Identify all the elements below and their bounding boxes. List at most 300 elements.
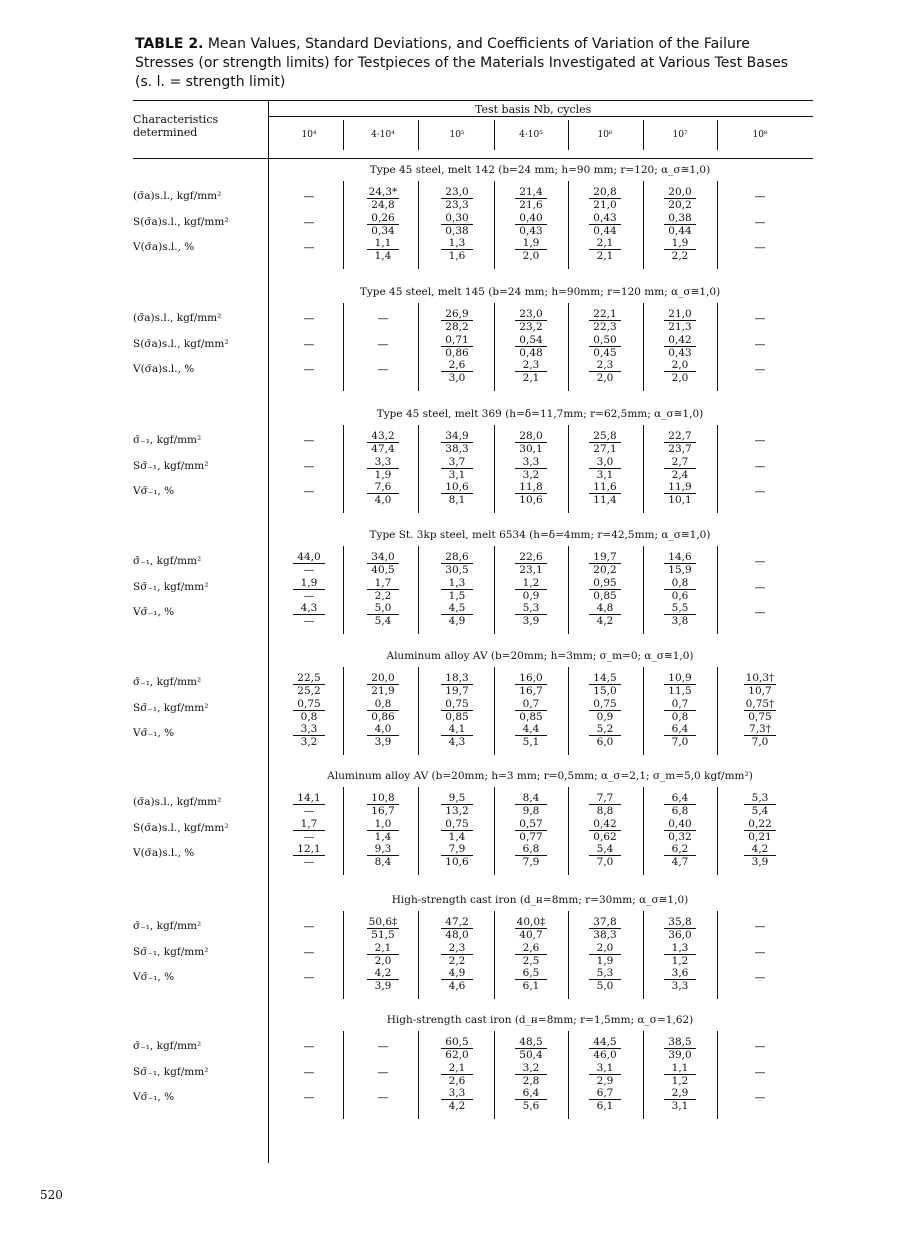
empty-cell-dash: — — [303, 971, 315, 984]
cell-top-value: 12,1 — [293, 843, 325, 856]
cell-bottom-value: 0,45 — [593, 347, 617, 359]
row-label: V(σ̄a)s.l., % — [133, 363, 195, 375]
cell-bottom-value: 40,7 — [519, 929, 543, 941]
cell-bottom-value: 2,0 — [671, 372, 689, 384]
value-cell — [281, 843, 337, 868]
cell-bottom-value: 0,77 — [519, 831, 543, 843]
value-cell — [577, 818, 633, 843]
value-cell — [355, 843, 411, 868]
cell-bottom-value: 9,8 — [522, 805, 540, 817]
empty-cell-dash: — — [303, 216, 315, 229]
cell-top-value: 2,0 — [664, 359, 696, 372]
cell-top-value: 3,3 — [367, 456, 399, 469]
cell-top-value: 2,9 — [664, 1087, 696, 1100]
cell-top-value: 24,3* — [368, 186, 398, 198]
cell-top-value: 5,3 — [515, 602, 547, 615]
value-cell — [503, 723, 559, 748]
cell-bottom-value: 3,9 — [751, 856, 769, 868]
cell-bottom-value: 1,4 — [374, 831, 392, 843]
cell-bottom-value: 5,0 — [596, 980, 614, 992]
cell-top-value: 10,9 — [664, 672, 696, 685]
cell-top-value: 4,0 — [367, 723, 399, 736]
table-label: TABLE 2. — [135, 36, 204, 52]
cell-bottom-value: 38,3 — [445, 443, 469, 455]
cell-bottom-value: 10,6 — [519, 494, 543, 506]
empty-cell-dash: — — [754, 606, 766, 619]
column-separator — [418, 303, 419, 391]
cell-bottom-value: 40,5 — [371, 564, 395, 576]
cell-bottom-value: 0,34 — [371, 225, 395, 237]
column-separator — [494, 546, 495, 634]
value-cell — [577, 430, 633, 455]
value-cell — [281, 698, 337, 723]
table-caption-text: Mean Values, Standard Deviations, and Coefficients of Variation of the Failure Stresses (or strength limits) for Testpieces of the Materials Investigated at Various Test Bases (s. l. = strength limit) — [135, 36, 789, 90]
row-label: Sσ̄₋₁, kgf/mm² — [133, 702, 209, 714]
cell-top-value: 19,7 — [589, 551, 621, 564]
cell-top-value: 6,8 — [515, 843, 547, 856]
value-cell — [577, 916, 633, 941]
section-title: Type St. 3kp steel, melt 6534 (h=δ=4mm; r=42,5mm; α_σ≅1,0) — [369, 529, 711, 541]
row-label: Sσ̄₋₁, kgf/mm² — [133, 460, 209, 472]
cell-top-value: 20,0 — [367, 672, 399, 685]
value-cell — [429, 212, 485, 237]
cell-top-value: 10,8 — [367, 792, 399, 805]
value-cell — [732, 792, 788, 817]
cell-top-value: 1,1 — [664, 1062, 696, 1075]
value-cell — [652, 1036, 708, 1061]
cell-top-value: 23,0 — [441, 186, 473, 199]
column-separator — [568, 303, 569, 391]
cell-top-value: 0,95 — [589, 577, 621, 590]
value-cell — [429, 942, 485, 967]
value-cell — [577, 698, 633, 723]
value-cell — [429, 723, 485, 748]
cell-bottom-value: 3,8 — [671, 615, 689, 627]
header-column-separator — [343, 120, 344, 150]
cell-bottom-value: 27,1 — [593, 443, 617, 455]
column-header: 10⁷ — [672, 130, 688, 140]
value-cell — [429, 359, 485, 384]
cell-bottom-value: 38,3 — [593, 929, 617, 941]
cell-top-value: 0,38 — [664, 212, 696, 225]
value-cell — [355, 577, 411, 602]
cell-top-value: 7,6 — [367, 481, 399, 494]
cell-top-value: 3,3 — [293, 723, 325, 736]
column-separator — [343, 546, 344, 634]
cell-top-value: 11,9 — [664, 481, 696, 494]
value-cell — [355, 792, 411, 817]
value-cell — [577, 577, 633, 602]
cell-bottom-value: 13,2 — [445, 805, 469, 817]
row-label: Sσ̄₋₁, kgf/mm² — [133, 1066, 209, 1078]
column-separator — [643, 787, 644, 875]
cell-top-value: 23,0 — [515, 308, 547, 321]
value-cell — [281, 672, 337, 697]
cell-top-value: 0,22 — [744, 818, 776, 831]
cell-bottom-value: 0,75 — [748, 711, 772, 723]
cell-bottom-value: 1,2 — [671, 955, 689, 967]
cell-bottom-value: 4,6 — [448, 980, 466, 992]
cell-bottom-value: 11,5 — [668, 685, 692, 697]
empty-cell-dash: — — [303, 241, 315, 254]
value-cell — [355, 237, 411, 262]
cell-bottom-value: 0,9 — [596, 711, 614, 723]
value-cell — [355, 186, 411, 211]
cell-top-value: 0,7 — [515, 698, 547, 711]
empty-cell-dash: — — [754, 555, 766, 568]
cell-bottom-value: 7,0 — [751, 736, 769, 748]
empty-cell-dash: — — [303, 920, 315, 933]
value-cell — [503, 1087, 559, 1112]
cell-top-value: 14,5 — [589, 672, 621, 685]
value-cell — [429, 456, 485, 481]
value-cell — [577, 212, 633, 237]
column-separator — [643, 425, 644, 513]
value-cell — [503, 359, 559, 384]
value-cell — [577, 551, 633, 576]
cell-bottom-value: 2,2 — [448, 955, 466, 967]
section-title: Type 45 steel, melt 369 (h=δ=11,7mm; r=62,5mm; α_σ≅1,0) — [376, 408, 704, 420]
column-header: 10⁴ — [301, 130, 317, 140]
empty-cell-dash: — — [754, 460, 766, 473]
value-cell — [577, 602, 633, 627]
value-cell — [652, 818, 708, 843]
empty-cell-dash: — — [754, 946, 766, 959]
top-rule — [133, 100, 813, 101]
empty-cell-dash: — — [377, 1091, 389, 1104]
value-cell — [732, 843, 788, 868]
cell-bottom-value: — — [303, 805, 315, 817]
cell-top-value: 16,0 — [515, 672, 547, 685]
cell-top-value: 2,0 — [589, 942, 621, 955]
cell-bottom-value: 23,7 — [668, 443, 692, 455]
value-cell — [355, 551, 411, 576]
cell-bottom-value: 36,0 — [668, 929, 692, 941]
empty-cell-dash: — — [303, 312, 315, 325]
cell-bottom-value: 6,0 — [596, 736, 614, 748]
row-label: (σ̄a)s.l., kgf/mm² — [133, 796, 222, 808]
cell-top-value: 0,57 — [515, 818, 547, 831]
cell-bottom-value: 2,0 — [522, 250, 540, 262]
cell-bottom-value: 4,2 — [596, 615, 614, 627]
cell-top-value: 9,5 — [441, 792, 473, 805]
value-cell — [429, 818, 485, 843]
cell-top-value: 6,4 — [664, 723, 696, 736]
test-basis-header: Test basis Nb, cycles — [475, 103, 592, 116]
value-cell — [355, 602, 411, 627]
value-cell — [503, 602, 559, 627]
cell-bottom-value: 0,38 — [445, 225, 469, 237]
cell-bottom-value: 50,4 — [519, 1049, 543, 1061]
value-cell — [577, 843, 633, 868]
column-separator — [643, 1031, 644, 1119]
cell-bottom-value: 0,86 — [371, 711, 395, 723]
cell-bottom-value: 3,2 — [300, 736, 318, 748]
value-cell — [503, 551, 559, 576]
value-cell — [355, 672, 411, 697]
column-separator — [343, 667, 344, 755]
cell-top-value: 18,3 — [441, 672, 473, 685]
value-cell — [652, 602, 708, 627]
cell-bottom-value: 3,9 — [374, 736, 392, 748]
cell-bottom-value: 23,3 — [445, 199, 469, 211]
column-separator — [717, 667, 718, 755]
cell-top-value: 2,1 — [367, 942, 399, 955]
empty-cell-dash: — — [754, 1091, 766, 1104]
cell-top-value: 14,1 — [293, 792, 325, 805]
value-cell — [355, 430, 411, 455]
cell-top-value: 28,0 — [515, 430, 547, 443]
value-cell — [503, 818, 559, 843]
cell-top-value: 1,9 — [515, 237, 547, 250]
cell-top-value: 4,5 — [441, 602, 473, 615]
cell-bottom-value: 25,2 — [297, 685, 321, 697]
empty-cell-dash: — — [303, 190, 315, 203]
cell-bottom-value: 6,1 — [522, 980, 540, 992]
cell-bottom-value: 24,8 — [371, 199, 395, 211]
cell-top-value: 4,2 — [744, 843, 776, 856]
empty-cell-dash: — — [754, 485, 766, 498]
empty-cell-dash: — — [377, 1066, 389, 1079]
empty-cell-dash: — — [754, 920, 766, 933]
column-separator — [568, 667, 569, 755]
value-cell — [652, 212, 708, 237]
value-cell — [652, 577, 708, 602]
header-subrule — [268, 116, 813, 117]
column-separator — [643, 181, 644, 269]
cell-top-value: 0,75 — [293, 698, 325, 711]
stub-divider — [268, 101, 269, 1163]
cell-top-value: 37,8 — [589, 916, 621, 929]
cell-top-value: 4,8 — [589, 602, 621, 615]
cell-top-value: 3,0 — [589, 456, 621, 469]
value-cell — [652, 308, 708, 333]
empty-cell-dash: — — [303, 1040, 315, 1053]
column-separator — [343, 787, 344, 875]
column-separator — [418, 181, 419, 269]
empty-cell-dash: — — [754, 241, 766, 254]
cell-top-value: 0,26 — [367, 212, 399, 225]
column-separator — [717, 546, 718, 634]
empty-cell-dash: — — [303, 1091, 315, 1104]
cell-bottom-value: 4,9 — [448, 615, 466, 627]
cell-bottom-value: 0,43 — [519, 225, 543, 237]
column-separator — [343, 303, 344, 391]
section-title: High-strength cast iron (d_н=8mm; r=1,5mm; α_σ=1,62) — [386, 1014, 694, 1026]
cell-bottom-value: 1,9 — [596, 955, 614, 967]
cell-top-value: 6,4 — [664, 792, 696, 805]
cell-top-value: 21,4 — [515, 186, 547, 199]
value-cell — [577, 186, 633, 211]
empty-cell-dash: — — [754, 1040, 766, 1053]
value-cell — [429, 672, 485, 697]
cell-top-value: 48,5 — [515, 1036, 547, 1049]
cell-bottom-value: 2,2 — [671, 250, 689, 262]
value-cell — [503, 1062, 559, 1087]
cell-bottom-value: 6,8 — [671, 805, 689, 817]
cell-bottom-value: 0,21 — [748, 831, 772, 843]
value-cell — [281, 602, 337, 627]
cell-top-value: 8,4 — [515, 792, 547, 805]
value-cell — [577, 359, 633, 384]
cell-bottom-value: 4,7 — [671, 856, 689, 868]
cell-top-value: 7,3† — [744, 723, 776, 736]
empty-cell-dash: — — [754, 434, 766, 447]
value-cell — [577, 308, 633, 333]
column-separator — [494, 667, 495, 755]
value-cell — [503, 577, 559, 602]
cell-top-value: 0,30 — [441, 212, 473, 225]
cell-top-value: 0,8 — [367, 698, 399, 711]
empty-cell-dash: — — [303, 338, 315, 351]
cell-bottom-value: 1,4 — [448, 831, 466, 843]
value-cell — [355, 916, 411, 941]
column-separator — [418, 546, 419, 634]
value-cell — [429, 308, 485, 333]
cell-top-value: 38,5 — [664, 1036, 696, 1049]
cell-bottom-value: 5,4 — [751, 805, 769, 817]
section-title: High-strength cast iron (d_н=8mm; r=30mm; α_σ≅1,0) — [391, 894, 689, 906]
value-cell — [355, 967, 411, 992]
value-cell — [652, 967, 708, 992]
cell-bottom-value: 0,85 — [593, 590, 617, 602]
cell-top-value: 7,9 — [441, 843, 473, 856]
section-title: Aluminum alloy AV (b=20mm; h=3 mm; r=0,5mm; α_σ=2,1; σ_m=5,0 kgf/mm²) — [327, 770, 753, 782]
cell-top-value: 1,3 — [664, 942, 696, 955]
value-cell — [652, 334, 708, 359]
value-cell — [577, 1062, 633, 1087]
cell-top-value: 44,0 — [293, 551, 325, 564]
cell-bottom-value: 1,6 — [448, 250, 466, 262]
empty-cell-dash: — — [303, 363, 315, 376]
column-separator — [343, 425, 344, 513]
value-cell — [652, 942, 708, 967]
column-separator — [717, 911, 718, 999]
column-separator — [643, 303, 644, 391]
column-separator — [568, 787, 569, 875]
cell-bottom-value: 1,2 — [671, 1075, 689, 1087]
column-header: 10⁶ — [597, 130, 613, 140]
value-cell — [355, 942, 411, 967]
row-label: Vσ̄₋₁, % — [133, 727, 175, 739]
value-cell — [652, 430, 708, 455]
cell-top-value: 34,9 — [441, 430, 473, 443]
value-cell — [281, 551, 337, 576]
column-separator — [494, 303, 495, 391]
empty-cell-dash: — — [754, 190, 766, 203]
cell-bottom-value: 21,0 — [593, 199, 617, 211]
row-label: S(σ̄a)s.l., kgf/mm² — [133, 216, 229, 228]
value-cell — [429, 916, 485, 941]
column-separator — [494, 1031, 495, 1119]
cell-bottom-value: 3,0 — [448, 372, 466, 384]
value-cell — [652, 698, 708, 723]
column-header: 10⁸ — [752, 130, 768, 140]
cell-top-value: 0,8 — [664, 577, 696, 590]
empty-cell-dash: — — [303, 485, 315, 498]
cell-bottom-value: 21,9 — [371, 685, 395, 697]
cell-top-value: 22,7 — [664, 430, 696, 443]
column-separator — [717, 787, 718, 875]
cell-top-value: 5,0 — [367, 602, 399, 615]
value-cell — [429, 577, 485, 602]
cell-top-value: 3,3 — [515, 456, 547, 469]
cell-top-value: 1,7 — [367, 577, 399, 590]
header-bottom-rule — [133, 158, 813, 159]
column-separator — [568, 425, 569, 513]
cell-bottom-value: 10,1 — [668, 494, 692, 506]
column-header: 4·10⁴ — [371, 130, 395, 140]
empty-cell-dash: — — [754, 971, 766, 984]
value-cell — [429, 1036, 485, 1061]
value-cell — [355, 212, 411, 237]
cell-bottom-value: 0,48 — [519, 347, 543, 359]
value-cell — [577, 1036, 633, 1061]
header-column-separator — [494, 120, 495, 150]
cell-bottom-value: 62,0 — [445, 1049, 469, 1061]
value-cell — [652, 792, 708, 817]
cell-top-value: 1,7 — [293, 818, 325, 831]
cell-top-value: 40,0‡ — [516, 916, 546, 928]
row-label: Vσ̄₋₁, % — [133, 1091, 175, 1103]
cell-bottom-value: 20,2 — [668, 199, 692, 211]
row-label: Sσ̄₋₁, kgf/mm² — [133, 946, 209, 958]
value-cell — [429, 334, 485, 359]
cell-bottom-value: 16,7 — [371, 805, 395, 817]
column-separator — [418, 787, 419, 875]
value-cell — [503, 698, 559, 723]
cell-bottom-value: 4,2 — [448, 1100, 466, 1112]
value-cell — [577, 237, 633, 262]
value-cell — [652, 456, 708, 481]
value-cell — [652, 237, 708, 262]
cell-bottom-value: 15,0 — [593, 685, 617, 697]
cell-bottom-value: 0,44 — [668, 225, 692, 237]
cell-top-value: 0,75 — [589, 698, 621, 711]
value-cell — [429, 602, 485, 627]
cell-bottom-value: — — [303, 590, 315, 602]
column-separator — [568, 911, 569, 999]
cell-bottom-value: 2,8 — [522, 1075, 540, 1087]
value-cell — [429, 698, 485, 723]
cell-top-value: 25,8 — [589, 430, 621, 443]
cell-bottom-value: 23,1 — [519, 564, 543, 576]
cell-bottom-value: 0,85 — [445, 711, 469, 723]
cell-top-value: 2,1 — [441, 1062, 473, 1075]
row-label: Vσ̄₋₁, % — [133, 971, 175, 983]
cell-bottom-value: 2,2 — [374, 590, 392, 602]
cell-bottom-value: — — [303, 615, 315, 627]
cell-bottom-value: 3,2 — [522, 469, 540, 481]
cell-top-value: 1,2 — [515, 577, 547, 590]
column-separator — [343, 181, 344, 269]
empty-cell-dash: — — [754, 363, 766, 376]
cell-bottom-value: 1,5 — [448, 590, 466, 602]
cell-top-value: 2,3 — [589, 359, 621, 372]
value-cell — [429, 1062, 485, 1087]
cell-top-value: 5,2 — [589, 723, 621, 736]
value-cell — [652, 1087, 708, 1112]
value-cell — [652, 186, 708, 211]
section-title: Aluminum alloy AV (b=20mm; h=3mm; σ_m=0; α_σ≅1,0) — [386, 650, 694, 662]
cell-bottom-value: 8,4 — [374, 856, 392, 868]
cell-bottom-value: 7,0 — [596, 856, 614, 868]
value-cell — [281, 792, 337, 817]
cell-top-value: 28,6 — [441, 551, 473, 564]
cell-bottom-value: 20,2 — [593, 564, 617, 576]
value-cell — [503, 1036, 559, 1061]
cell-top-value: 0,43 — [589, 212, 621, 225]
